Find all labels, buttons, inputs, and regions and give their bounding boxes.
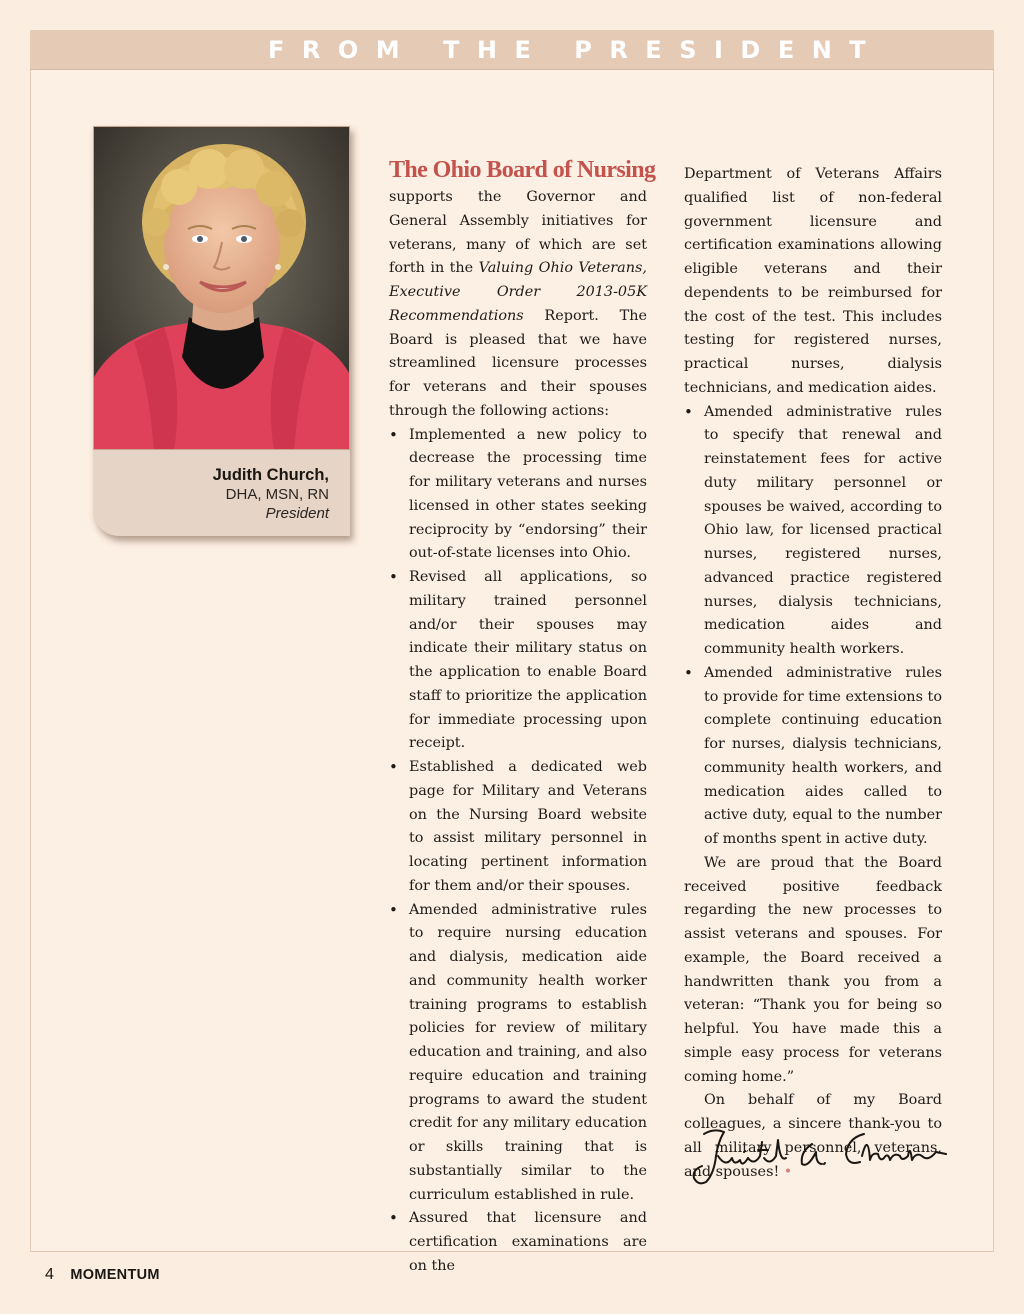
president-name: Judith Church,: [212, 466, 329, 484]
photo-caption: [213, 466, 329, 523]
list-item: • Implemented a new policy to decrease the processing time for military veterans and nurses licensed in other states seeking reciprocity by “endorsing” their out-of-state licenses into Ohio.: [389, 424, 647, 567]
article-intro: [389, 186, 647, 424]
president-credentials: DHA, MSN, RN: [225, 486, 329, 503]
closing-paragraph-1: We are proud that the Board received positive feedback regarding the new processes to assist veterans and spouses. For example, the Board received a handwritten thank you from a veteran: “Thank you for being so helpful. You have made this a simple easy process for veterans coming home.”: [684, 854, 942, 1085]
end-mark-icon: •: [783, 1163, 793, 1180]
list-item: • Amended administrative rules to provide for time extensions to complete continuing education for nurses, dialysis technicians, community health workers, and medication aides called to active duty, equal to the number of months spent in active duty.: [684, 662, 942, 852]
list-item: • Assured that licensure and certification examinations are on the: [389, 1207, 647, 1278]
president-portrait: [93, 126, 350, 450]
page-number: 4: [45, 1266, 54, 1283]
section-banner: [30, 30, 994, 70]
closing-text: On behalf of my Board colleagues, a sincere thank-you to all military personnel, veterans, and spouses!: [684, 1092, 942, 1180]
list-item: • Established a dedicated web page for Military and Veterans on the Nursing Board website to assist military personnel in locating pertinent information for them and/or their spouses.: [389, 756, 647, 899]
actions-list-continued: [684, 401, 942, 852]
article-column-1: [389, 154, 656, 1279]
article-headline: The Ohio Board of Nursing: [389, 157, 656, 183]
banner-title: FROM THE PRESIDENT: [268, 35, 884, 64]
list-item: • Revised all applications, so military trained personnel and/or their spouses may indicate their military status on the application to enable Board staff to prioritize the application for immediate processing upon receipt.: [389, 566, 647, 756]
president-signature: [684, 1122, 956, 1192]
president-title: President: [265, 505, 329, 522]
list-item: • Amended administrative rules to specify that renewal and reinstatement fees for active duty military personnel or spouses be waived, according to Ohio law, for licensed practical nurses, registered nurses, advanced practice registered nurses, dialysis technicians, medication aides and community health workers.: [684, 401, 942, 662]
portrait-illustration: [94, 127, 350, 450]
president-photo-card: [93, 126, 350, 536]
list-item: • Amended administrative rules to require nursing education and dialysis, medication aide and community health worker training programs to establish policies for review of military education and training, and also require education and training programs to award the student credit for any military education or skills training that is substantially similar to the curriculum established in rule.: [389, 899, 647, 1208]
list-item-continuation: Department of Veterans Affairs qualified list of non-federal government licensure and certification examinations allowing eligible veterans and their dependents to be reimbursed for the cost of the test. This includes testing for registered nurses, practical nurses, dialysis technicians, and medication aides.: [684, 166, 942, 396]
publication-name: MOMENTUM: [70, 1267, 160, 1283]
page-footer: [45, 1266, 160, 1284]
intro-text-2: Report. The Board is pleased that we have streamlined licensure processes for veterans and their spouses through the following actions:: [389, 307, 647, 419]
article-column-2: [684, 163, 942, 1184]
intro-report-title: Valuing Ohio Veterans, Executive Order 2013-05K Recommendations: [389, 260, 647, 324]
actions-list: [389, 424, 647, 1279]
intro-text-1: supports the Governor and General Assembly initiatives for veterans, many of which are set forth in the: [389, 189, 647, 277]
